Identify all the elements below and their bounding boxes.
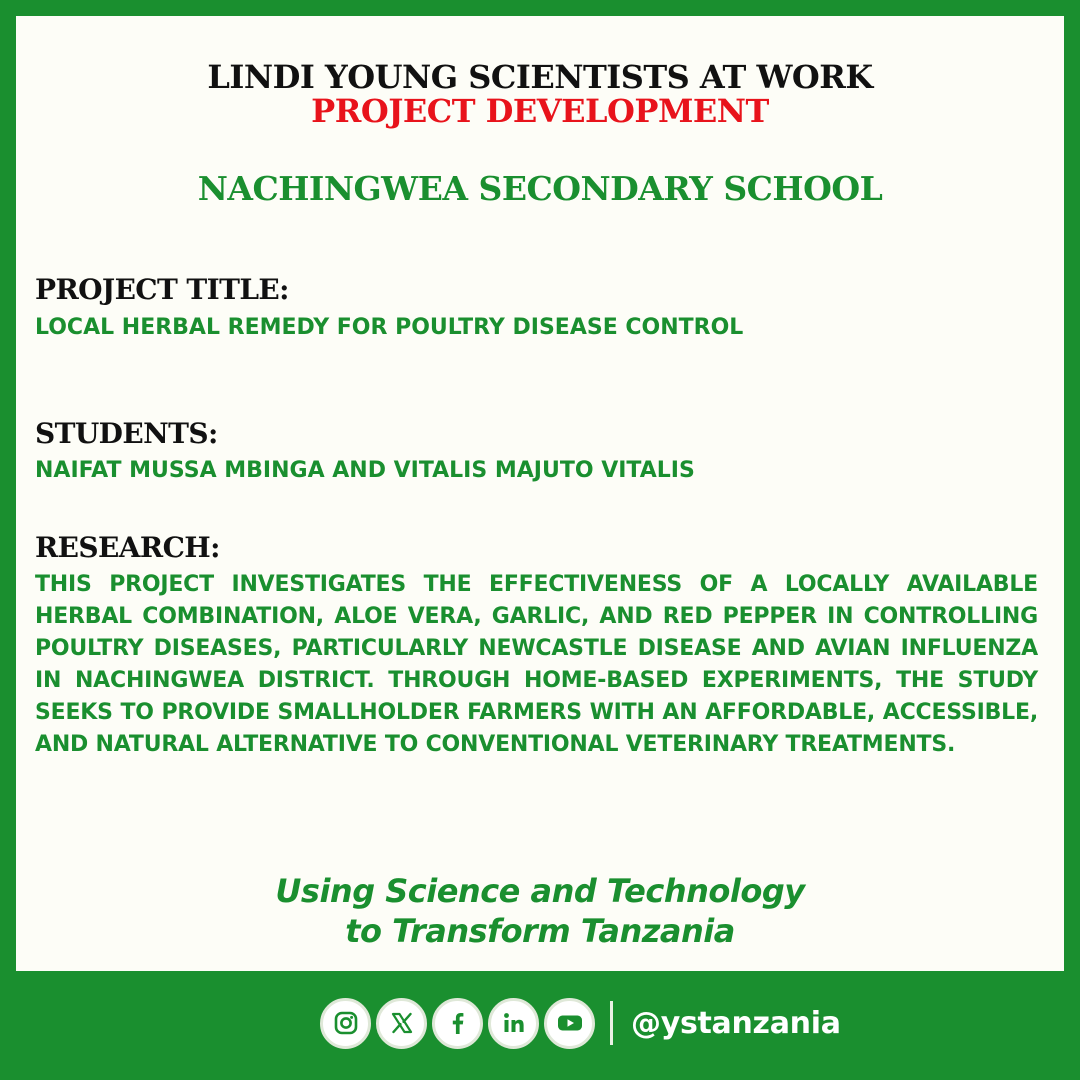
linkedin-icon[interactable]: [488, 998, 539, 1049]
tagline: [16, 871, 1064, 951]
tagline-line1: Using Science and Technology: [275, 872, 805, 910]
footer-divider: [610, 1001, 613, 1045]
research-label: RESEARCH:: [35, 531, 220, 564]
content-card: [16, 16, 1064, 971]
tagline-line2: to Transform Tanzania: [345, 912, 735, 950]
facebook-icon[interactable]: [432, 998, 483, 1049]
instagram-icon[interactable]: [320, 998, 371, 1049]
youtube-icon[interactable]: [544, 998, 595, 1049]
social-footer: [320, 996, 841, 1050]
students-value: NAIFAT MUSSA MBINGA AND VITALIS MAJUTO VITALIS: [35, 458, 695, 483]
students-label: STUDENTS:: [35, 417, 218, 450]
x-icon[interactable]: [376, 998, 427, 1049]
project-title-label: PROJECT TITLE:: [35, 273, 289, 306]
project-title-value: LOCAL HERBAL REMEDY FOR POULTRY DISEASE CONTROL: [35, 315, 744, 340]
header: [16, 60, 1064, 128]
social-handle[interactable]: @ystanzania: [631, 1005, 841, 1041]
page-subtitle: PROJECT DEVELOPMENT: [311, 92, 769, 130]
research-text: THIS PROJECT INVESTIGATES THE EFFECTIVENESS OF A LOCALLY AVAILABLE HERBAL COMBINATION, ALOE VERA, GARLIC, AND RED PEPPER IN CONTROLLING POULTRY DISEASES, PARTICULARLY NEWCASTLE DISEASE AND AVIAN INFLUENZA IN NACHINGWEA DISTRICT. THROUGH HOME-BASED EXPERIMENTS, THE STUDY SEEKS TO PROVIDE SMALLHOLDER FARMERS WITH AN AFFORDABLE, ACCESSIBLE, AND NATURAL ALTERNATIVE TO CONVENTIONAL VETERINARY TREATMENTS.: [35, 572, 1038, 757]
school-name: NACHINGWEA SECONDARY SCHOOL: [197, 169, 883, 208]
page-title: LINDI YOUNG SCIENTISTS AT WORK: [207, 58, 873, 96]
